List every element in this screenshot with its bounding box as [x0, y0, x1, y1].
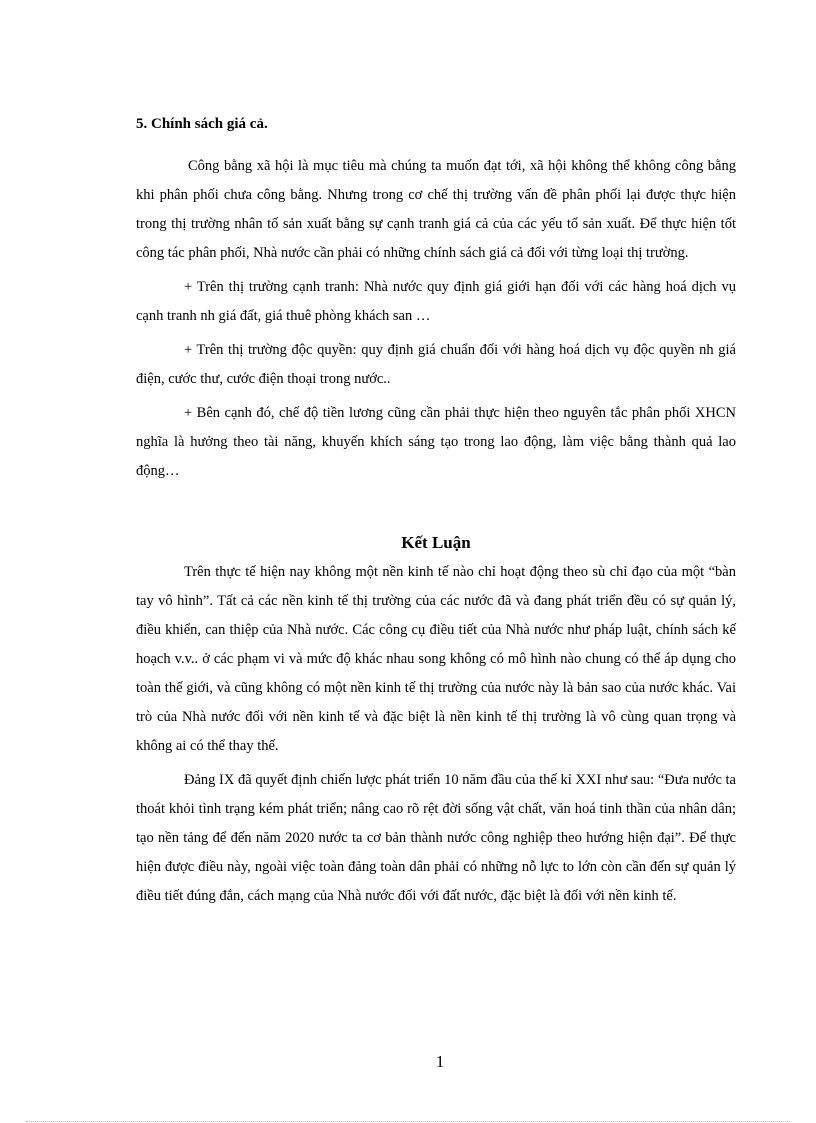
body-paragraph: Công bằng xã hội là mục tiêu mà chúng ta muốn đạt tới, xã hội không thể không công bằng khi phân phối chưa công bằng. Nhưng trong cơ chế thị trường vấn đề phân phối lại được thực hiện trong thị trường nhân tố sản xuất bằng sự cạnh tranh giá cả của các yếu tố sản xuất. Để thực hiện tốt công tác phân phối, Nhà nước cần phải có những chính sách giá cả đối với từng loại thị trường.	[136, 158, 736, 261]
section-heading: 5. Chính sách giá cả.	[136, 116, 268, 132]
body-paragraph: + Trên thị trường độc quyền: quy định giá chuẩn đối với hàng hoá dịch vụ độc quyền nh giá điện, cước thư, cước điện thoại trong nước..	[136, 342, 736, 387]
conclusion-title: Kết Luận	[401, 533, 471, 552]
page-number: 1	[435, 1052, 445, 1071]
footer-divider	[26, 1121, 790, 1122]
body-paragraph: Trên thực tế hiện nay không một nền kinh tế nào chỉ hoạt động theo sù chỉ đạo của một “bàn tay vô hình”. Tất cả các nền kinh tế thị trường của các nước đã và đang phát triển đều có sự quản lý, điều khiển, can thiệp của Nhà nước. Các công cụ điều tiết của Nhà nước như pháp luật, chính sách kế hoạch v.v.. ở các phạm vi và mức độ khác nhau song không có mô hình nào chung có thể áp dụng cho toàn thế giới, và cũng không có một nền kinh tế thị trường của nước này là bản sao của nước khác. Vai trò của Nhà nước đối với nền kinh tế và đặc biệt là nền kinh tế thị trường là vô cùng quan trọng và không ai có thể thay thế.	[136, 564, 736, 754]
page-content	[136, 110, 736, 916]
body-paragraph: + Trên thị trường cạnh tranh: Nhà nước quy định giá giới hạn đối với các hàng hoá dịch vụ cạnh tranh nh giá đất, giá thuê phòng khách san …	[136, 279, 736, 324]
body-paragraph: + Bên cạnh đó, chế độ tiền lương cũng cần phải thực hiện theo nguyên tắc phân phối XHCN nghĩa là hưởng theo tài năng, khuyến khích sáng tạo trong lao động, làm việc bằng thành quả lao động…	[136, 405, 736, 479]
body-paragraph: Đảng IX đã quyết định chiến lược phát triển 10 năm đầu của thế kỉ XXI như sau: “Đưa nước ta thoát khỏi tình trạng kém phát triển; nâng cao rõ rệt đời sống vật chất, văn hoá tinh thần của nhân dân; tạo nền tảng để đến năm 2020 nước ta cơ bản thành nước công nghiệp theo hướng hiện đại”. Để thực hiện được điều này, ngoài việc toàn đảng toàn dân phải có những nỗ lực to lớn còn cần đến sự quản lý điều tiết đúng đắn, cách mạng của Nhà nước đối với đất nước, đặc biệt là đối với nền kinh tế.	[136, 772, 736, 904]
